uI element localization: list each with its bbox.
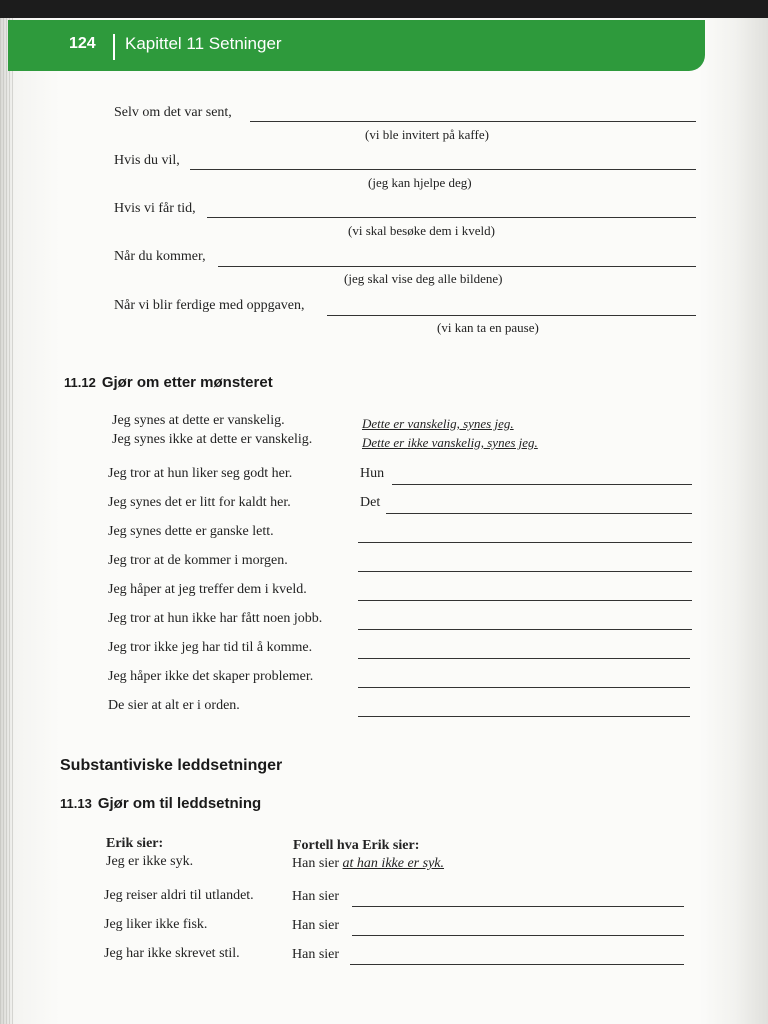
answer-starter: Han sier <box>292 947 340 962</box>
example-sentence: Jeg synes ikke at dette er vanskelig. <box>112 432 313 447</box>
exercise-sentence: Jeg tror at de kommer i morgen. <box>108 553 288 568</box>
answer-starter: Det <box>360 495 381 510</box>
exercise-heading <box>60 795 261 812</box>
exercise-number: 11.13 <box>60 796 92 811</box>
answer-starter: Han sier <box>292 918 340 933</box>
answer-line[interactable] <box>358 542 692 543</box>
exercise-number: 11.12 <box>64 375 96 390</box>
exercise-sentence: Jeg håper at jeg treffer dem i kveld. <box>108 582 307 597</box>
exercise-sentence: Jeg liker ikke fisk. <box>104 917 208 932</box>
chapter-header <box>8 20 705 71</box>
exercise-sentence: Jeg tror at hun ikke har fått noen jobb. <box>108 611 323 626</box>
exercise-title: Gjør om etter mønsteret <box>101 374 273 391</box>
answer-line[interactable] <box>207 217 696 218</box>
example-sentence: Jeg synes at dette er vanskelig. <box>112 413 285 428</box>
section-title: Substantiviske leddsetninger <box>60 757 283 774</box>
page-edges <box>0 18 14 1024</box>
example-answer: Dette er ikke vanskelig, synes jeg. <box>362 435 538 450</box>
answer-line[interactable] <box>358 687 690 688</box>
exercise-hint: (jeg skal vise deg alle bildene) <box>344 271 503 286</box>
exercise-sentence: De sier at alt er i orden. <box>108 698 240 713</box>
example-answer: Dette er vanskelig, synes jeg. <box>362 416 514 431</box>
exercise-prompt: Selv om det var sent, <box>114 105 232 120</box>
example-answer: at han ikke er syk. <box>342 856 445 871</box>
answer-line[interactable] <box>218 266 696 267</box>
exercise-sentence: Jeg reiser aldri til utlandet. <box>104 888 254 903</box>
example-sentence: Jeg er ikke syk. <box>106 854 194 869</box>
page-number: 124 <box>69 35 96 52</box>
exercise-sentence: Jeg synes dette er ganske lett. <box>108 524 274 539</box>
column-header-left: Erik sier: <box>106 836 164 851</box>
answer-line[interactable] <box>358 571 692 572</box>
header-divider <box>113 34 115 60</box>
answer-line[interactable] <box>358 600 692 601</box>
exercise-sentence: Jeg tror at hun liker seg godt her. <box>108 466 293 481</box>
exercise-prompt: Hvis du vil, <box>114 153 180 168</box>
answer-line[interactable] <box>358 629 692 630</box>
exercise-sentence: Jeg har ikke skrevet stil. <box>104 946 240 961</box>
exercise-sentence: Jeg håper ikke det skaper problemer. <box>108 669 314 684</box>
exercise-hint: (vi ble invitert på kaffe) <box>365 127 489 142</box>
answer-line[interactable] <box>386 513 692 514</box>
exercise-sentence: Jeg tror ikke jeg har tid til å komme. <box>108 640 313 655</box>
answer-starter: Han sier <box>292 889 340 904</box>
exercise-sentence: Jeg synes det er litt for kaldt her. <box>108 495 291 510</box>
answer-starter: Hun <box>360 466 385 481</box>
answer-line[interactable] <box>250 121 696 122</box>
answer-line[interactable] <box>392 484 692 485</box>
exercise-title: Gjør om til leddsetning <box>97 795 262 812</box>
answer-line[interactable] <box>352 906 684 907</box>
exercise-hint: (jeg kan hjelpe deg) <box>368 175 472 190</box>
answer-line[interactable] <box>352 935 684 936</box>
scan-top-border <box>0 0 768 18</box>
answer-line[interactable] <box>358 716 690 717</box>
starter-text: Han sier <box>292 856 340 871</box>
column-header-right: Fortell hva Erik sier: <box>293 838 420 853</box>
exercise-hint: (vi skal besøke dem i kveld) <box>348 223 495 238</box>
exercise-prompt: Hvis vi får tid, <box>114 201 196 216</box>
exercise-prompt: Når du kommer, <box>114 249 206 264</box>
exercise-hint: (vi kan ta en pause) <box>437 320 539 335</box>
chapter-title: Kapittel 11 Setninger <box>125 34 282 53</box>
answer-line[interactable] <box>190 169 696 170</box>
exercise-heading <box>64 374 273 391</box>
answer-line[interactable] <box>358 658 690 659</box>
example-starter <box>292 856 444 872</box>
answer-line[interactable] <box>327 315 696 316</box>
exercise-prompt: Når vi blir ferdige med oppgaven, <box>114 298 305 313</box>
answer-line[interactable] <box>350 964 684 965</box>
